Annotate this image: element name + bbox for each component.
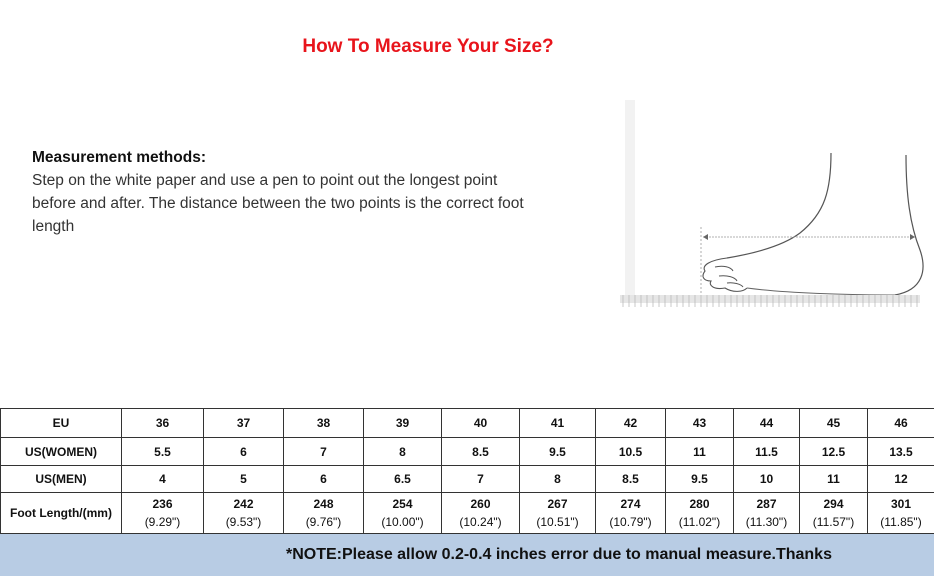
foot-length-cell — [442, 493, 520, 534]
foot-length-mm: 274 — [620, 497, 641, 511]
size-cell: 11 — [800, 466, 868, 493]
foot-length-inches: (10.51") — [536, 515, 579, 529]
foot-length-inches: (10.79") — [609, 515, 652, 529]
row-label: Foot Length/(mm) — [1, 493, 122, 534]
note-text: *NOTE:Please allow 0.2-0.4 inches error due to manual measure.Thanks — [286, 546, 832, 563]
foot-length-inches: (9.53") — [225, 515, 262, 529]
foot-length-cell — [596, 493, 666, 534]
page-title: How To Measure Your Size? — [302, 36, 554, 57]
foot-length-cell — [204, 493, 284, 534]
size-cell: 13.5 — [868, 438, 934, 466]
foot-length-inches: (9.76") — [305, 515, 342, 529]
size-cell: 9.5 — [520, 438, 596, 466]
size-cell: 9.5 — [666, 466, 734, 493]
foot-length-mm: 301 — [890, 497, 912, 511]
foot-length-mm: 267 — [547, 497, 568, 511]
size-cell: 5 — [204, 466, 284, 493]
size-row — [1, 466, 934, 493]
foot-length-cell — [868, 493, 934, 534]
size-cell: 12.5 — [800, 438, 868, 466]
size-cell: 11 — [666, 438, 734, 466]
size-cell: 7 — [442, 466, 520, 493]
foot-length-inches: (11.30") — [745, 515, 788, 529]
foot-length-mm: 242 — [233, 497, 254, 511]
foot-length-cell — [520, 493, 596, 534]
foot-length-inches: (10.00") — [381, 515, 424, 529]
foot-length-cell — [364, 493, 442, 534]
note-banner — [0, 534, 934, 576]
size-cell: 45 — [800, 409, 868, 438]
foot-measure-illustration — [615, 95, 934, 315]
foot-length-inches: (9.29") — [144, 515, 181, 529]
size-row — [1, 438, 934, 466]
measurement-methods — [32, 146, 532, 238]
foot-length-cell — [122, 493, 204, 534]
size-cell: 43 — [666, 409, 734, 438]
foot-length-inches: (11.85") — [880, 515, 922, 529]
foot-length-cell — [800, 493, 868, 534]
size-cell: 4 — [122, 466, 204, 493]
size-cell: 8 — [520, 466, 596, 493]
foot-length-mm: 254 — [392, 497, 413, 511]
size-cell: 38 — [284, 409, 364, 438]
foot-length-mm: 280 — [689, 497, 710, 511]
size-cell: 46 — [868, 409, 934, 438]
size-cell: 10 — [734, 466, 800, 493]
foot-length-inches: (11.02") — [678, 515, 721, 529]
foot-length-cell — [284, 493, 364, 534]
foot-length-cell — [666, 493, 734, 534]
size-cell: 6.5 — [364, 466, 442, 493]
foot-length-inches: (10.24") — [459, 515, 502, 529]
size-cell: 8 — [364, 438, 442, 466]
methods-heading: Measurement methods: — [32, 149, 206, 166]
foot-length-mm: 294 — [823, 497, 844, 511]
size-cell: 8.5 — [442, 438, 520, 466]
foot-length-mm: 287 — [756, 497, 777, 511]
foot-length-inches: (11.57") — [812, 515, 855, 529]
size-cell: 6 — [204, 438, 284, 466]
size-cell: 36 — [122, 409, 204, 438]
size-cell: 7 — [284, 438, 364, 466]
row-label: US(WOMEN) — [1, 438, 122, 466]
methods-body: Step on the white paper and use a pen to point out the longest point before and after. The distance between the two points is the correct foot length — [32, 172, 524, 235]
size-cell: 10.5 — [596, 438, 666, 466]
foot-length-mm: 236 — [152, 497, 173, 511]
size-cell: 12 — [868, 466, 934, 493]
size-cell: 44 — [734, 409, 800, 438]
size-cell: 8.5 — [596, 466, 666, 493]
foot-length-mm: 248 — [313, 497, 334, 511]
size-cell: 11.5 — [734, 438, 800, 466]
size-cell: 42 — [596, 409, 666, 438]
size-chart-table — [0, 408, 934, 534]
size-cell: 39 — [364, 409, 442, 438]
size-cell: 40 — [442, 409, 520, 438]
size-row-foot-length — [1, 493, 934, 534]
row-label: US(MEN) — [1, 466, 122, 493]
size-cell: 41 — [520, 409, 596, 438]
row-label: EU — [1, 409, 122, 438]
foot-length-cell — [734, 493, 800, 534]
size-cell: 37 — [204, 409, 284, 438]
foot-length-mm: 260 — [470, 497, 491, 511]
size-row — [1, 409, 934, 438]
size-cell: 5.5 — [122, 438, 204, 466]
size-cell: 6 — [284, 466, 364, 493]
